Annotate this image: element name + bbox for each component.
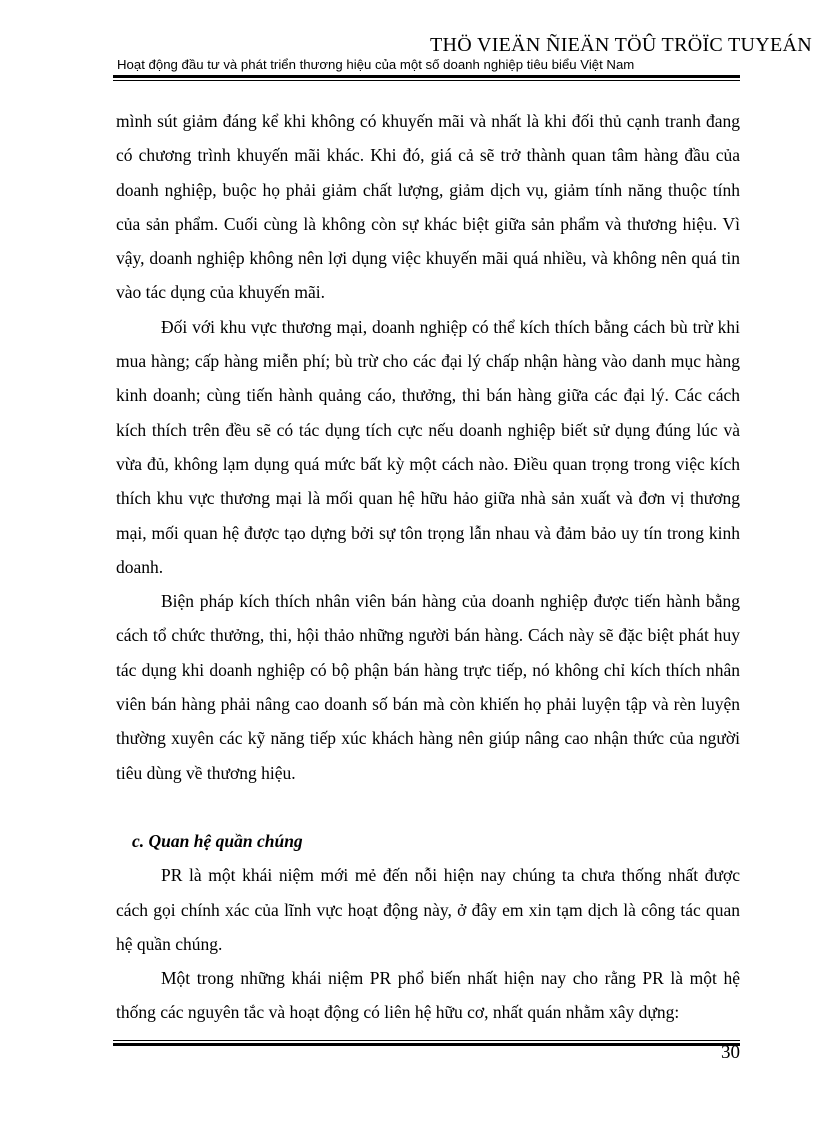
header-rule-thin [113, 80, 740, 81]
paragraph: Đối với khu vực thương mại, doanh nghiệp có thể kích thích bằng cách bù trừ khi mua hàng; cấp hàng miễn phí; bù trừ cho các đại lý chấp nhận hàng vào danh mục hàng kinh doanh; cùng tiến hành quảng cáo, thưởng, thi bán hàng giữa các đại lý. Các cách kích thích trên đều sẽ có tác dụng tích cực nếu doanh nghiệp biết sử dụng đúng lúc và vừa đủ, không lạm dụng quá mức bất kỳ một cách nào. Điều quan trọng trong việc kích thích khu vực thương mại là mối quan hệ hữu hảo giữa nhà sản xuất và đơn vị thương mại, mối quan hệ được tạo dựng bởi sự tôn trọng lẫn nhau và đảm bảo uy tín trong kinh doanh. [116, 316, 740, 577]
paragraph: mình sút giảm đáng kể khi không có khuyến mãi và nhất là khi đối thủ cạnh tranh đang có chương trình khuyến mãi khác. Khi đó, giá cả sẽ trở thành quan tâm hàng đầu của doanh nghiệp, buộc họ phải giảm chất lượng, giảm dịch vụ, giảm tính năng thuộc tính của sản phẩm. Cuối cùng là không còn sự khác biệt giữa sản phẩm và thương hiệu. Vì vậy, doanh nghiệp không nên lợi dụng việc khuyến mãi quá nhiều, và không nên quá tin vào tác dụng của khuyến mãi. [116, 111, 740, 303]
footer-rule-thin [113, 1040, 740, 1041]
footer-rule-thick [113, 1043, 740, 1046]
body-text [116, 104, 740, 1030]
paragraph: Biện pháp kích thích nhân viên bán hàng của doanh nghiệp được tiến hành bằng cách tổ chức thưởng, thi, hội thảo những người bán hàng. Cách này sẽ đặc biệt phát huy tác dụng khi doanh nghiệp có bộ phận bán hàng trực tiếp, nó không chỉ kích thích nhân viên bán hàng phải nâng cao doanh số bán mà còn khiến họ phải luyện tập và rèn luyện thường xuyên các kỹ năng tiếp xúc khách hàng nên giúp nâng cao nhận thức của người tiêu dùng về thương hiệu. [116, 591, 740, 783]
paragraph: PR là một khái niệm mới mẻ đến nỗi hiện nay chúng ta chưa thống nhất được cách gọi chính xác của lĩnh vực hoạt động này, ở đây em xin tạm dịch là công tác quan hệ quần chúng. [116, 865, 740, 954]
running-header-title: Hoạt động đầu tư và phát triển thương hiệu của một số doanh nghiệp tiêu biểu Việt Nam [117, 57, 635, 72]
section-heading: c. Quan hệ quần chúng [132, 830, 303, 851]
page-number: 30 [721, 1042, 740, 1063]
section-spacer [116, 790, 740, 824]
header-rule-thick [113, 75, 740, 78]
watermark-text: THÖ VIEÄN ÑIEÄN TÖÛ TRÖÏC TUYEÁN [430, 34, 812, 56]
paragraph: Một trong những khái niệm PR phổ biến nhất hiện nay cho rằng PR là một hệ thống các nguyên tắc và hoạt động có liên hệ hữu cơ, nhất quán nhằm xây dựng: [116, 968, 740, 1023]
